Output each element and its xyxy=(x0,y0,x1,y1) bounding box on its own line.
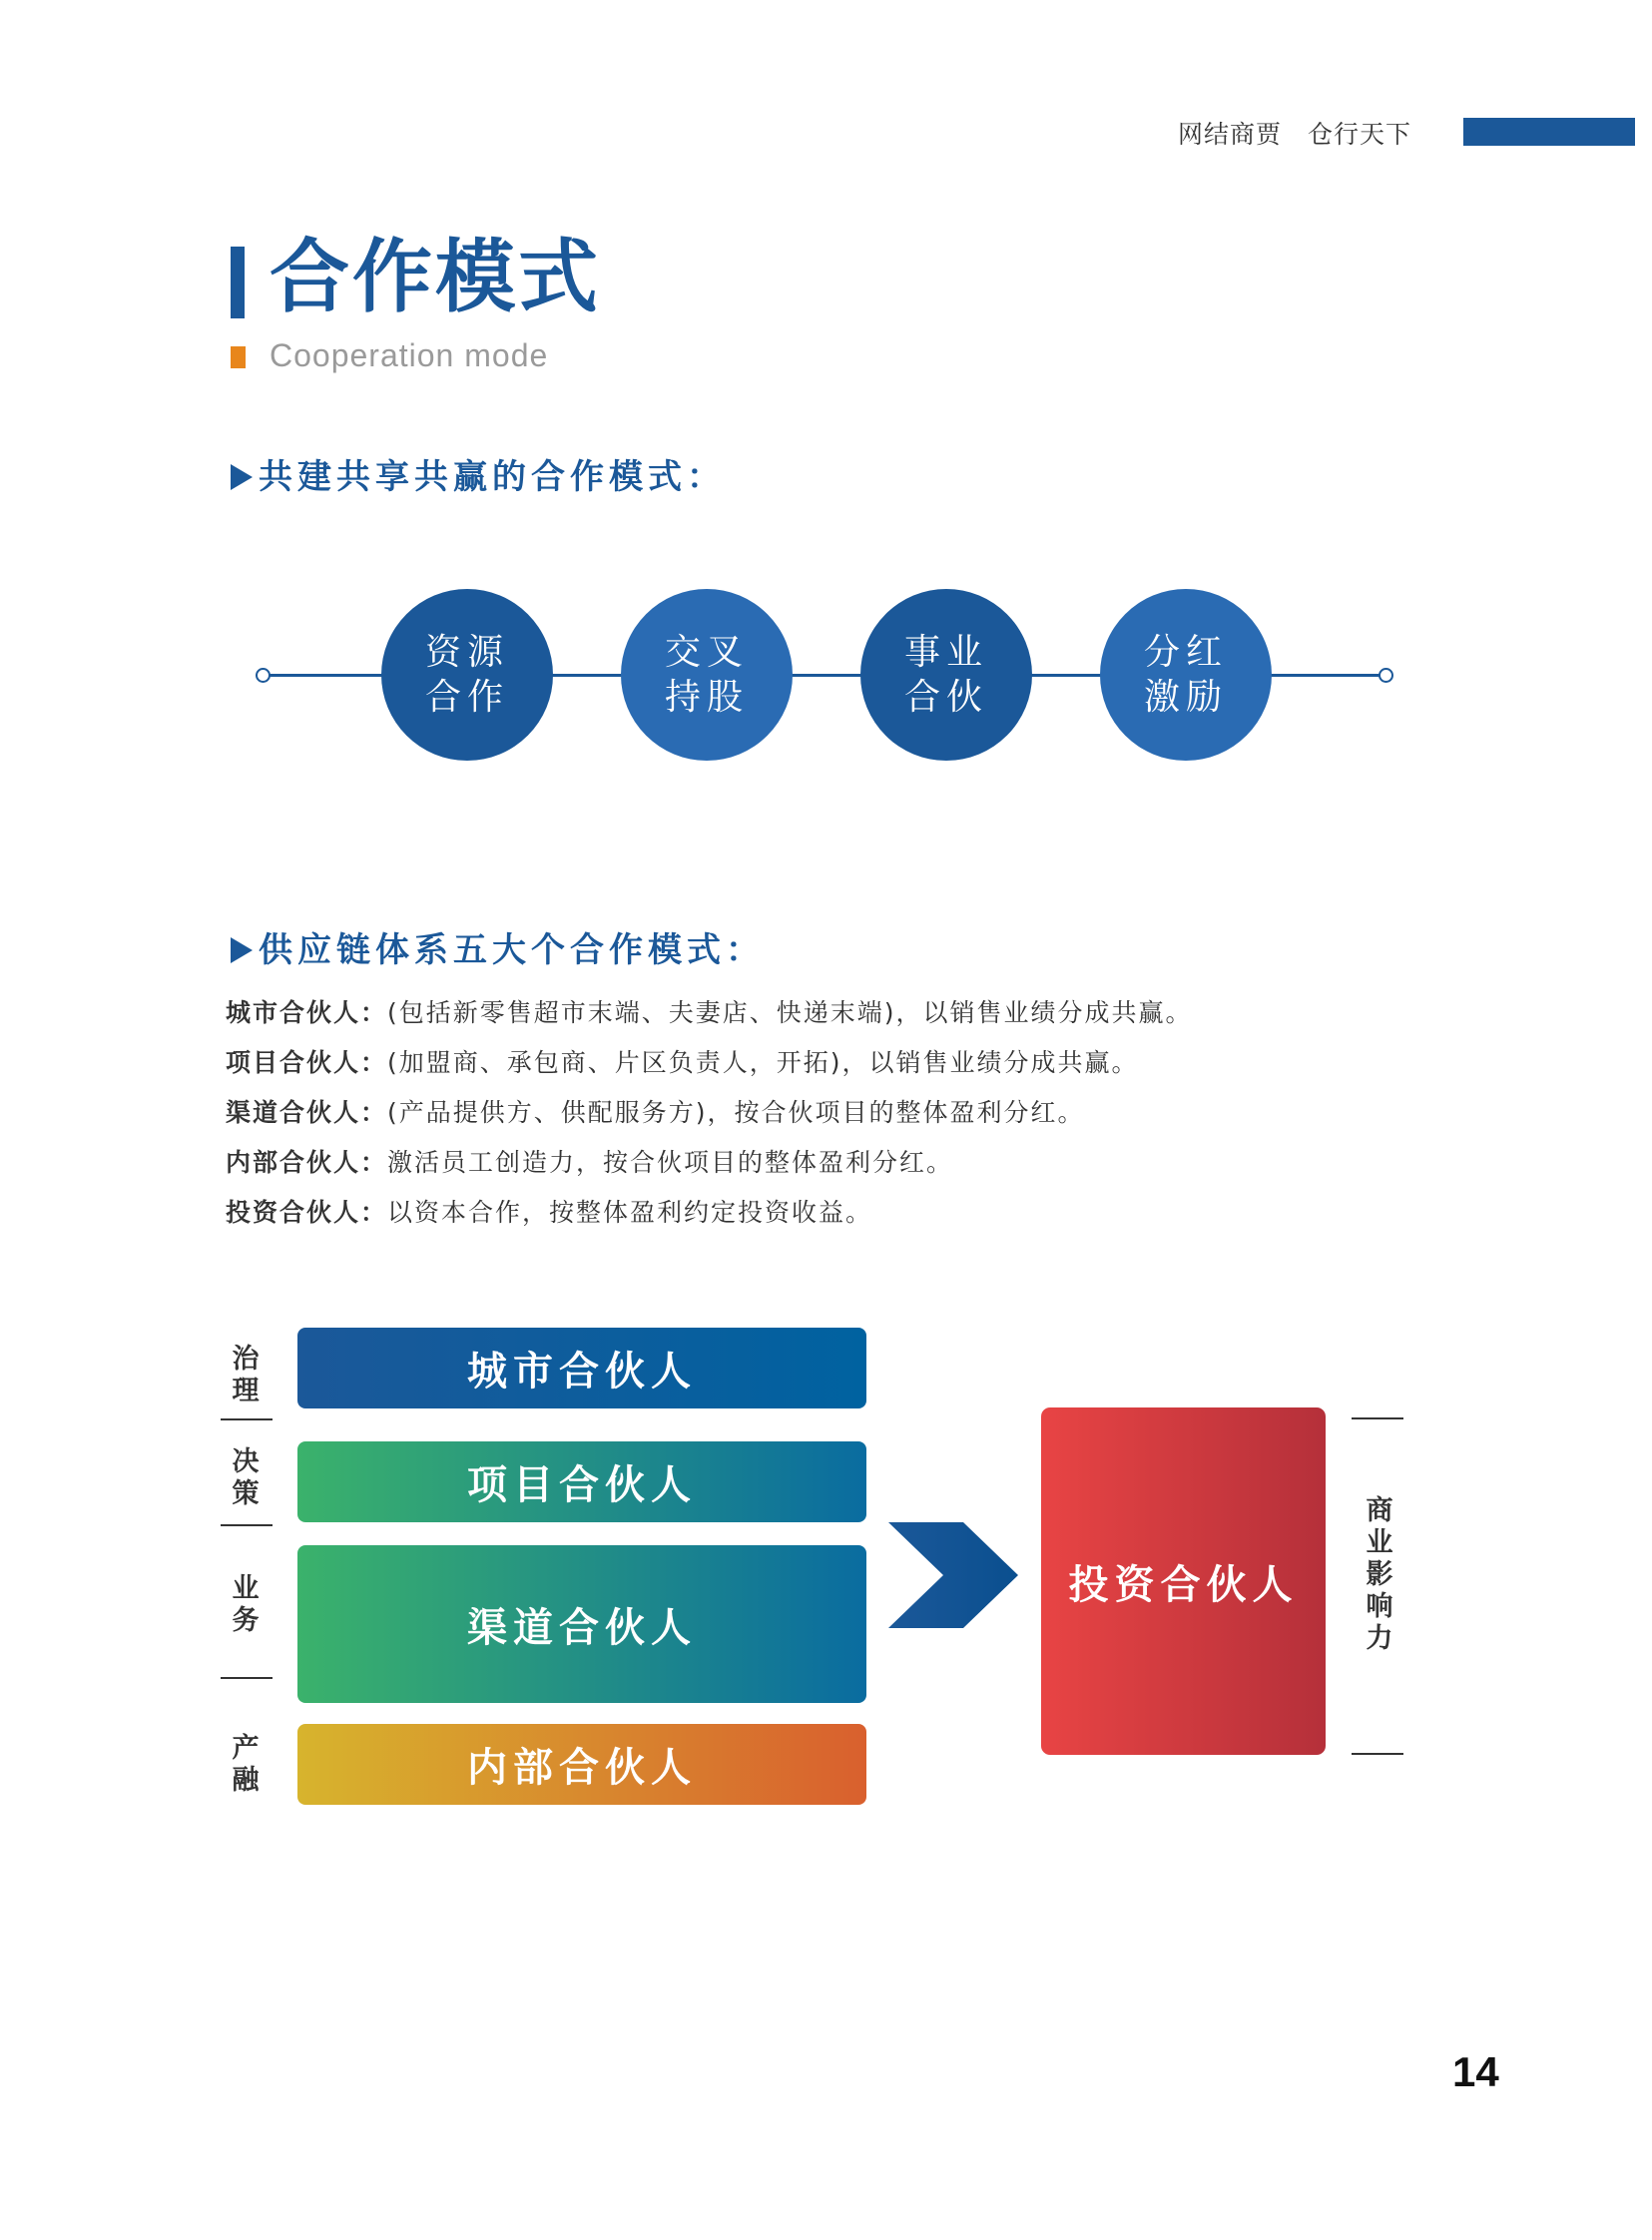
line-start-dot xyxy=(256,668,271,683)
right-separator-bottom xyxy=(1352,1753,1403,1755)
page-number: 14 xyxy=(1452,2048,1499,2095)
circle-dividend-incentive xyxy=(1100,589,1272,761)
circle-line2: 合伙 xyxy=(903,677,988,718)
side-separator xyxy=(221,1677,273,1679)
circle-resource-cooperation xyxy=(381,589,553,761)
partner-box-internal: 内部合伙人 xyxy=(297,1724,866,1805)
circle-business-partnership xyxy=(860,589,1032,761)
side-separator xyxy=(221,1524,273,1526)
list-item xyxy=(226,1045,1193,1095)
circle-line1: 交叉 xyxy=(664,632,749,673)
list-item xyxy=(226,1145,1193,1195)
partner-box-project: 项目合伙人 xyxy=(297,1441,866,1522)
subtitle-accent-square xyxy=(231,346,246,368)
side-label-decision: 决 策 xyxy=(232,1446,260,1509)
list-item-label: 渠道合伙人： xyxy=(226,1098,388,1127)
section1-heading-text: 共建共享共赢的合作模式： xyxy=(259,457,726,497)
list-item xyxy=(226,1195,1193,1245)
list-item-text: 激活员工创造力，按合伙项目的整体盈利分红。 xyxy=(387,1148,954,1177)
circle-line2: 合作 xyxy=(424,677,509,718)
side-separator xyxy=(221,1418,273,1420)
circle-cross-shareholding xyxy=(621,589,793,761)
circle-line2: 激励 xyxy=(1143,677,1228,718)
circle-line2: 持股 xyxy=(664,677,749,718)
title-accent-bar xyxy=(231,247,245,318)
list-item-label: 项目合伙人： xyxy=(226,1048,388,1077)
line-end-dot xyxy=(1378,668,1393,683)
partner-box-channel: 渠道合伙人 xyxy=(297,1545,866,1703)
list-item xyxy=(226,995,1193,1045)
right-separator-top xyxy=(1352,1417,1403,1419)
partner-box-city: 城市合伙人 xyxy=(297,1328,866,1408)
list-item-text: 以资本合作，按整体盈利约定投资收益。 xyxy=(387,1198,873,1227)
slogan-left: 网结商贾 xyxy=(1178,120,1283,149)
list-item xyxy=(226,1095,1193,1145)
list-item-label: 投资合伙人： xyxy=(226,1198,388,1227)
page-subtitle: Cooperation mode xyxy=(270,337,549,373)
investment-partner-box: 投资合伙人 xyxy=(1041,1407,1326,1755)
side-label-business: 业 务 xyxy=(232,1573,260,1636)
chevron-right-icon xyxy=(888,1522,1018,1628)
side-label-governance: 治 理 xyxy=(232,1344,260,1406)
section2-heading-text: 供应链体系五大个合作模式： xyxy=(259,930,765,970)
page-title: 合作模式 xyxy=(270,231,601,323)
header-slogan xyxy=(1178,115,1411,151)
list-item-text: (包括新零售超市末端、夫妻店、快递末端)，以销售业绩分成共赢。 xyxy=(387,998,1193,1027)
triangle-bullet-icon xyxy=(231,464,253,490)
circle-line1: 资源 xyxy=(424,632,509,673)
section1-heading xyxy=(231,449,726,498)
slogan-right: 仓行天下 xyxy=(1308,120,1412,149)
circle-line1: 事业 xyxy=(903,632,988,673)
list-item-text: (加盟商、承包商、片区负责人，开拓)，以销售业绩分成共赢。 xyxy=(387,1048,1139,1077)
triangle-bullet-icon xyxy=(231,937,253,963)
right-label-business-influence xyxy=(1362,1495,1397,1655)
partner-list xyxy=(226,995,1193,1245)
circle-line1: 分红 xyxy=(1143,632,1228,673)
header-accent-bar xyxy=(1463,118,1635,146)
side-label-finance: 产 融 xyxy=(232,1733,260,1796)
section2-heading xyxy=(231,922,765,971)
list-item-label: 内部合伙人： xyxy=(226,1148,388,1177)
list-item-label: 城市合伙人： xyxy=(226,998,388,1027)
right-label-text: 商 业 影 响 力 xyxy=(1366,1495,1393,1654)
list-item-text: (产品提供方、供配服务方)，按合伙项目的整体盈利分红。 xyxy=(387,1098,1085,1127)
